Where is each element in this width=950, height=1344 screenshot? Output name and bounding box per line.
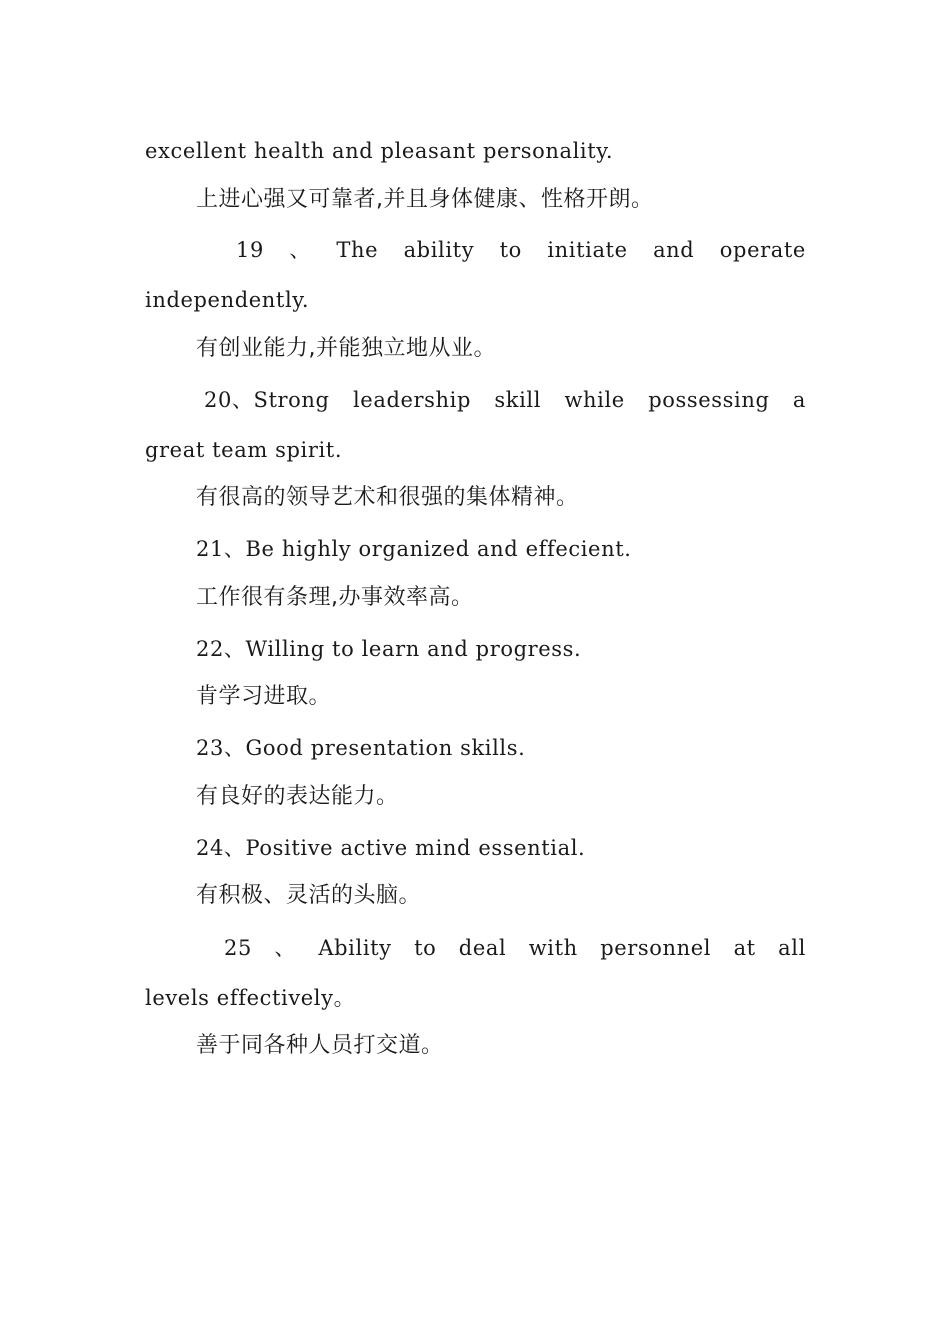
word: possessing <box>648 388 770 412</box>
item-24-line: 24、Positive active mind essential. <box>196 836 586 860</box>
word: while <box>564 388 625 412</box>
item-20-line <box>204 386 806 414</box>
word: a <box>792 388 806 412</box>
text-line-translation: 上进心强又可靠者,并且身体健康、性格开朗。 <box>196 187 654 212</box>
word: leadership <box>352 388 472 412</box>
item-19-line <box>236 236 806 264</box>
word: operate <box>719 238 806 262</box>
text-line-translation: 有很高的领导艺术和很强的集体精神。 <box>196 485 579 510</box>
text-line-translation: 有积极、灵活的头脑。 <box>196 883 422 908</box>
word: with <box>528 936 578 960</box>
text-line: independently. <box>145 288 310 312</box>
item-21-line: 21、Be highly organized and effecient. <box>196 537 632 561</box>
text-line-translation: 有良好的表达能力。 <box>196 784 399 809</box>
word: ability <box>403 238 475 262</box>
text-line-translation: 有创业能力,并能独立地从业。 <box>196 336 496 361</box>
word: Ability <box>318 936 392 960</box>
text-line-translation: 肯学习进取。 <box>196 684 332 709</box>
word: 25 <box>224 936 252 960</box>
word: 19 <box>236 238 264 262</box>
text-line: excellent health and pleasant personality. <box>145 139 614 163</box>
word: to <box>499 238 522 262</box>
word: personnel <box>600 936 712 960</box>
text-line: great team spirit. <box>145 438 343 462</box>
text-line: levels effectively。 <box>145 986 356 1010</box>
text-line-translation: 善于同各种人员打交道。 <box>196 1033 444 1058</box>
item-25-line <box>224 934 806 962</box>
word: initiate <box>547 238 628 262</box>
item-23-line: 23、Good presentation skills. <box>196 736 526 760</box>
text-line-translation: 工作很有条理,办事效率高。 <box>196 585 474 610</box>
word: 、 <box>289 238 311 262</box>
word: and <box>653 238 695 262</box>
word: 20、Strong <box>204 388 330 412</box>
word: to <box>414 936 437 960</box>
word: skill <box>494 388 542 412</box>
item-22-line: 22、Willing to learn and progress. <box>196 637 582 661</box>
word: deal <box>458 936 507 960</box>
word: all <box>778 936 806 960</box>
word: 、 <box>274 936 296 960</box>
word: The <box>336 238 379 262</box>
word: at <box>733 936 756 960</box>
